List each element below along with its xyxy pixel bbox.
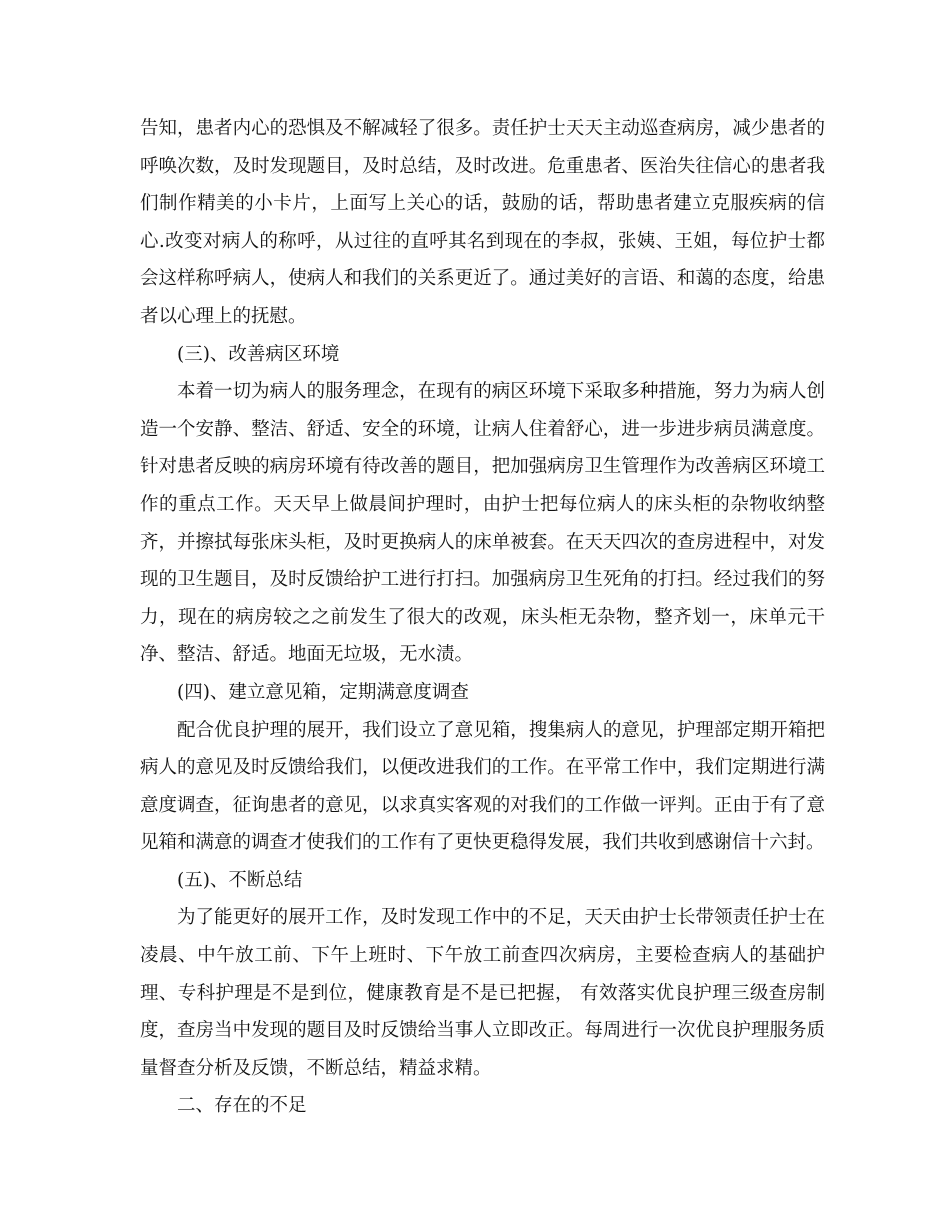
section-heading-suggestion-box: (四)、建立意见箱，定期满意度调查 bbox=[177, 681, 469, 703]
section-heading-continuous-summary: (五)、不断总结 bbox=[177, 869, 303, 891]
section-heading-improve-ward-environment: (三)、改善病区环境 bbox=[177, 343, 340, 365]
document-body bbox=[140, 110, 825, 1125]
paragraph-ward-environment: 本着一切为病人的服务理念，在现有的病区环境下采取多种措施，努力为病人创造一个安静、整洁、舒适、安全的环境，让病人住着舒心，进一步进步病员满意度。针对患者反映的病房环境有待改善的题目，把加强病房卫生管理作为改善病区环境工作的重点工作。天天早上做晨间护理时，由护士把每位病人的床头柜的杂物收纳整齐，并擦拭每张床头柜，及时更换病人的床单被套。在天天四次的查房进程中，对发现的卫生题目，及时反馈给护工进行打扫。加强病房卫生死角的打扫。经过我们的努力，现在的病房较之之前发生了很大的改观，床头柜无杂物，整齐划一，床单元干净、整洁、舒适。地面无垃圾，无水渍。 bbox=[140, 381, 825, 666]
paragraph-continuous-summary: 为了能更好的展开工作，及时发现工作中的不足，天天由护士长带领责任护士在凌晨、中午放工前、下午上班时、下午放工前查四次病房，主要检查病人的基础护理、专科护理是不是到位，健康教育是不是已把握， 有效落实优良护理三级查房制度，查房当中发现的题目及时反馈给当事人立即改正。每周进行一次优良护理服务质量督查分析及反馈，不断总结，精益求精。 bbox=[140, 907, 825, 1079]
section-heading-shortcomings: 二、存在的不足 bbox=[177, 1095, 307, 1117]
paragraph-patient-care-continued: 告知，患者内心的恐惧及不解减轻了很多。责任护士天天主动巡查病房，减少患者的呼唤次数，及时发现题目，及时总结，及时改进。危重患者、医治失往信心的患者我们制作精美的小卡片，上面写上关心的话，鼓励的话，帮助患者建立克服疾病的信心.改变对病人的称呼，从过往的直呼其名到现在的李叔，张姨、王姐，每位护士都会这样称呼病人，使病人和我们的关系更近了。通过美好的言语、和蔼的态度，给患者以心理上的抚慰。 bbox=[140, 118, 825, 327]
paragraph-suggestion-box: 配合优良护理的展开，我们设立了意见箱，搜集病人的意见，护理部定期开箱把病人的意见及时反馈给我们，以便改进我们的工作。在平常工作中，我们定期进行满意度调查，征询患者的意见，以求真实客观的对我们的工作做一评判。正由于有了意见箱和满意的调查才使我们的工作有了更快更稳得发展，我们共收到感谢信十六封。 bbox=[140, 719, 825, 854]
